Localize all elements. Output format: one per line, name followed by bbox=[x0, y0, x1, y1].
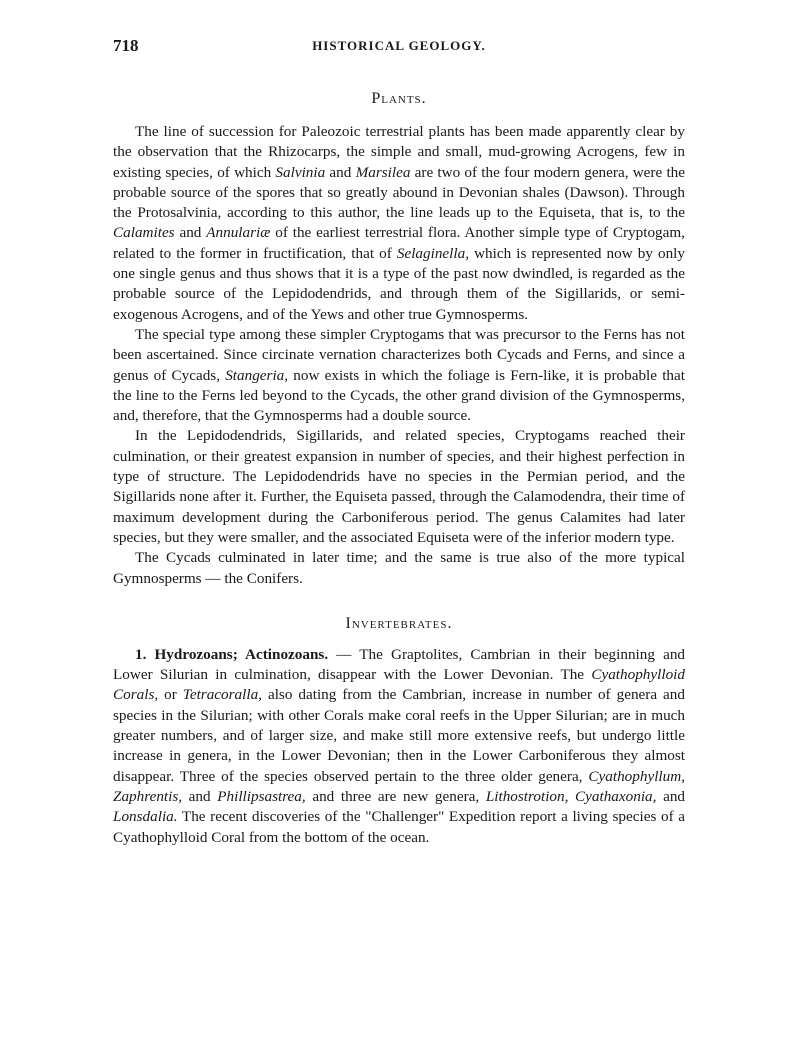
plants-paragraph-3: In the Lepidodendrids, Sigillarids, and related species, Cryptogams reached their culmination, or their greatest expansion in number of species, and their highest perfection in type of structure. The Lepidodendrids have no species in the Permian period, and the Sigillarids none after it. Further, the Equiseta passed, through the Calamodendra, their time of maximum development during the Carboniferous period. The genus Calamites had later species, but they were smaller, and the associated Equiseta were of the inferior modern type. bbox=[113, 427, 685, 546]
section-heading-plants: Plants. bbox=[371, 90, 427, 107]
subsection-lead: 1. Hydrozoans; Actinozoans. bbox=[135, 645, 329, 663]
running-title: HISTORICAL GEOLOGY. bbox=[312, 38, 486, 53]
invertebrates-paragraph-1: 1. Hydrozoans; Actinozoans. — The Graptolites, Cambrian in their beginning and Lower Silurian in culmination, disappear with the Lower Devonian. The Cyathophylloid Corals, or Tetracoralla, also dating from the Cambrian, increase in number of genera and species in the Silurian; with other Corals make coral reefs in the Upper Silurian; are in much greater numbers, and of larger size, and make still more extensive reefs, but undergo little increase in genera, in the Lower Devonian; then in the Lower Carboniferous they almost disappear. Three of the species observed pertain to the three older genera, Cyathophyllum, Zaphrentis, and Phillipsastrea, and three are new genera, Lithostrotion, Cyathaxonia, and Lonsdalia. The recent discoveries of the "Challenger" Expedition report a living species of a Cyathophylloid Coral from the bottom of the ocean. bbox=[113, 645, 686, 846]
book-page bbox=[113, 36, 685, 848]
section-heading-invertebrates: Invertebrates. bbox=[345, 614, 453, 632]
running-head bbox=[113, 36, 685, 60]
page-number: 718 bbox=[113, 36, 139, 55]
plants-paragraph-4: The Cycads culminated in later time; and the same is true also of the more typical Gymnosperms — the Conifers. bbox=[113, 549, 685, 587]
plants-paragraph-1: The line of succession for Paleozoic terrestrial plants has been made apparently clear by the observation that the Rhizocarps, the simple and small, mud-growing Acrogens, few in existing species, of which Salvinia and Marsilea are two of the four modern genera, were the probable source of the spores that so greatly abound in Devonian shales (Dawson). Through the Protosalvinia, according to this author, the line leads up to the Equiseta, that is, to the Calamites and Annulariæ of the earliest terrestrial flora. Another simple type of Cryptogam, related to the former in fructification, that of Selaginella, which is represented now by only one single genus and thus shows that it is a type of the past now dwindled, is regarded as the probable source of the Lepidodendrids, and through them of the Sigillarids, or semi-exogenous Acrogens, and of the Yews and other true Gymnosperms. bbox=[113, 123, 686, 323]
plants-paragraph-2: The special type among these simpler Cryptogams that was precursor to the Ferns has not been ascertained. Since circinate vernation characterizes both Cycads and Ferns, and since a genus of Cycads, Stangeria, now exists in which the foliage is Fern-like, it is probable that the line to the Ferns led beyond to the Cycads, the other grand division of the Gymnosperms, and, therefore, that the Gymnosperms had a double source. bbox=[113, 325, 685, 425]
